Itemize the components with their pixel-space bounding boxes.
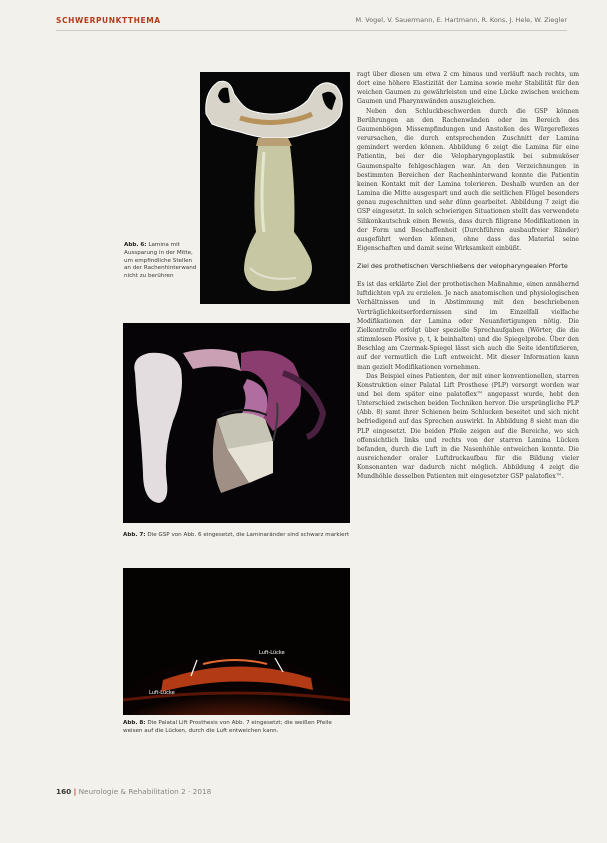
figure-7-image (123, 323, 350, 523)
figure-7-caption-label: Abb. 7: (123, 532, 146, 538)
spacer (357, 253, 579, 262)
figure-6-caption-label: Abb. 6: (124, 242, 147, 248)
header-rule (56, 30, 567, 31)
figure-6-caption-text: Lamina mit Aussparung in der Mitte, um empfindliche Stellen an der Rachenhinterwand nicht zu berühren (124, 242, 197, 280)
section-title: SCHWERPUNKTTHEMA (56, 16, 161, 25)
figure-6-image (200, 72, 350, 304)
figure-7-caption (123, 532, 350, 540)
section-heading: Ziel des prothetischen Verschließens der velopharyngealen Pforte (357, 262, 568, 271)
body-text-column (357, 70, 579, 482)
paragraph-2: Neben den Schluckbeschwerden durch die GSP können Berührungen an den Rachenwänden oder im Bereich des Gaumenbögen Missempfindungen und Anstoßen des Würgereflexes verursachen, die durch entsprechenden Zuschnitt der Lamina gemindert werden können. Abbildung 6 zeigt die Lamina für eine Patientin, bei der die Velopharyngoplastik bei submuköser Gaumenspalte fehlgeschlagen war. An den Verzeichnungen in bestimmten Bereichen der Rachenhinterwand konnte die Patientin keinen Kontakt mit der Lamina tolerieren. Deshalb wurden an der Lamina die Mitte ausgespart und auch die seitlichen Flügel besonders genau zugeschnitten und sehr dünn gearbeitet. Abbildung 7 zeigt die GSP eingesetzt. In solch schwierigen Situationen stellt das verwendete Silikonkautschuk einen Beweis, dass durch filigrane Modifikationen in der Form und Beschaffenheit (Durchführen ausbaufreier Ränder) ausgeführt werden können, ohne dass das Material seine Eigenschaften und damit seine Wirksamkeit einbüßt. (357, 107, 579, 252)
page-footer (56, 787, 211, 796)
figure-8-caption-text: Die Palatal Lift Prosthesis von Abb. 7 eingesetzt; die weißen Pfeile weisen auf die Lücken, durch die Luft entweichen kann. (123, 720, 332, 734)
spacer (357, 271, 579, 280)
paragraph-4: Das Beispiel eines Patienten, der mit einer konventionellen, starren Konstruktion einer Palatal Lift Prosthese (PLP) versorgt worden war und bei dem später eine palatoflex™ angepasst wurde, hebt den Unterschied zwischen beiden Techniken hervor. Die ursprüngliche PLP (Abb. 8) samt ihrer Schienen beim Schlucken beseitet und sich nicht befriedigend auf das Sprechen auswirkt. In Abbildung 8 sieht man die PLP eingesetzt. Die beiden Pfeile zeigen auf die Bereiche, wo sich offensichtlich links und rechts von der starren Lamina Lücken befanden, durch die Luft in die Nasenhöhle entweichen konnte. Die ausreichender oraler Luftdruckaufbau für die Bildung vieler Konsonanten war dadurch nicht möglich. Abbildung 4 zeigt die Mundhöhle desselben Patienten mit eingesetzter GSP palatoflex™. (357, 372, 579, 481)
figure-8-label-left: Luft-Lücke (149, 690, 175, 696)
figure-6-caption (124, 242, 198, 281)
figure-8-image (123, 568, 350, 715)
page-number: 160 (56, 787, 72, 796)
figure-8-label-right: Luft-Lücke (259, 650, 285, 656)
paragraph-3: Es ist das erklärte Ziel der prothetischen Maßnahme, einen annähernd luftdichten vpA zu erzielen. Je nach anatomischen und physiologischen Verhältnissen und in Abstimmung mit den beschriebenen Verträglichkeitserfordernissen sind im Einzelfall vielfache Modifikationen der Lamina oder Neuanfertigungen nötig. Die Zielkontrolle erfolgt über spezielle Sprechaufgaben (Wörter, die die stimmlosen Plosive p, t, k beinhalten) und die Spiegelprobe. Über den Beschlag am Czermak-Spiegel lässt sich auch die Seite identifizieren, auf der vermutlich die Luft entweicht. Mit dieser Information kann man gezielt Modifikationen vornehmen. (357, 281, 579, 371)
figure-6-graphic (200, 72, 350, 304)
figure-7-graphic (123, 323, 350, 523)
figure-8-caption (123, 720, 350, 736)
footer-separator: | (73, 787, 77, 796)
author-line: M. Vogel, V. Sauermann, E. Hartmann, R. Kons, J. Hele, W. Ziegler (355, 16, 567, 24)
paragraph-1: ragt über diesen um etwa 2 cm hinaus und verläuft nach rechts, um dort eine höhere Elastizität der Lamina sowie mehr Stabilität für den weichen Gaumen zu gewährleisten und eine Lücke zwischen weichem Gaumen und Pharynxwänden auszugleichen. (357, 71, 579, 106)
figure-8-caption-label: Abb. 8: (123, 720, 146, 726)
figure-7-caption-text: Die GSP von Abb. 6 eingesetzt, die Laminaränder sind schwarz markiert (147, 532, 350, 538)
journal-name: Neurologie & Rehabilitation 2 · 2018 (78, 787, 212, 796)
